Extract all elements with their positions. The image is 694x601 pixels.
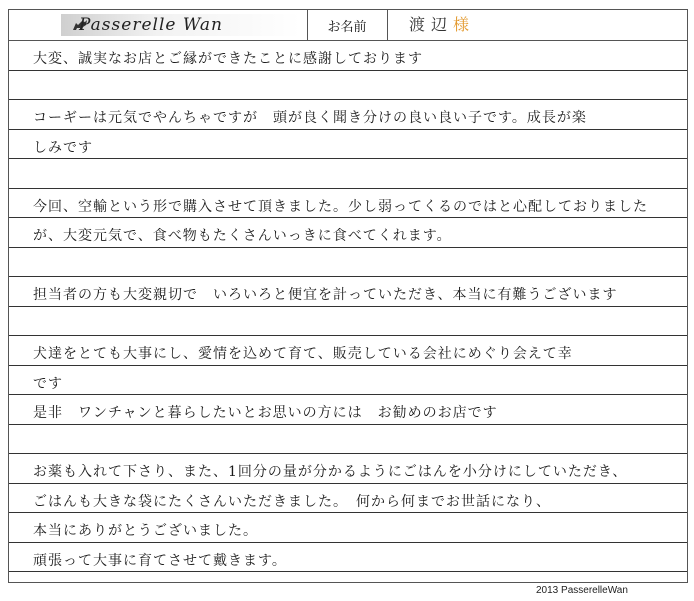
ruled-line — [9, 571, 687, 572]
ruled-line — [9, 247, 687, 248]
handwritten-line: お薬も入れて下さり、また、1回分の量が分かるようにごはんを小分けにしていただき、 — [33, 464, 628, 480]
handwritten-line: が、大変元気で、食べ物もたくさんいっきに食べてくれます。 — [33, 228, 452, 244]
ruled-line — [9, 217, 687, 218]
ruled-line — [9, 453, 687, 454]
handwritten-line: 今回、空輸という形で購入させて頂きました。少し弱ってくるのではと心配しておりました — [33, 198, 648, 215]
handwritten-line: コーギーは元気でやんちゃですが 頭が良く聞き分けの良い良い子です。成長が楽 — [33, 110, 587, 126]
ruled-line — [9, 129, 687, 130]
handwritten-line: しみです — [33, 139, 93, 156]
ruled-line — [9, 424, 687, 425]
customer-name-text: 渡辺 — [409, 15, 454, 34]
ruled-line — [9, 483, 687, 484]
testimonial-sheet — [8, 9, 688, 583]
ruled-line — [9, 335, 687, 336]
ruled-line — [9, 542, 687, 543]
ruled-line — [9, 158, 687, 159]
ruled-line — [9, 512, 687, 513]
sheet-header — [9, 10, 687, 41]
handwritten-line: 頑張って大事に育てさせて戴きます。 — [33, 552, 287, 569]
customer-name — [409, 12, 469, 35]
ruled-line — [9, 394, 687, 395]
ruled-line — [9, 99, 687, 100]
name-label: お名前 — [307, 10, 388, 40]
handwritten-line: 是非 ワンチャンと暮らしたいとお思いの方には お勧めのお店です — [33, 405, 498, 421]
ruled-line — [9, 365, 687, 366]
ruled-line — [9, 70, 687, 71]
honorific-mark: 様 — [453, 15, 470, 34]
logo-area — [9, 10, 308, 40]
handwritten-line: 犬達をとても大事にし、愛情を込めて育て、販売している会社にめぐり会えて幸 — [33, 346, 573, 362]
handwritten-line: 担当者の方も大変親切で いろいろと便宜を計っていただき、本当に有難うございます — [33, 287, 618, 303]
logo-text: Passerelle Wan — [79, 15, 223, 35]
copyright-footer: 2013 PasserelleWan — [536, 585, 628, 596]
ruled-line — [9, 188, 687, 189]
handwritten-line: です — [33, 375, 63, 392]
handwritten-line: 大変、誠実なお店とご縁ができたことに感謝しております — [33, 51, 423, 67]
handwritten-line: 本当にありがとうございました。 — [33, 523, 258, 539]
ruled-line — [9, 276, 687, 277]
ruled-line — [9, 306, 687, 307]
handwritten-line: ごはんも大きな袋にたくさんいただきました。 何から何までお世話になり、 — [33, 493, 551, 510]
